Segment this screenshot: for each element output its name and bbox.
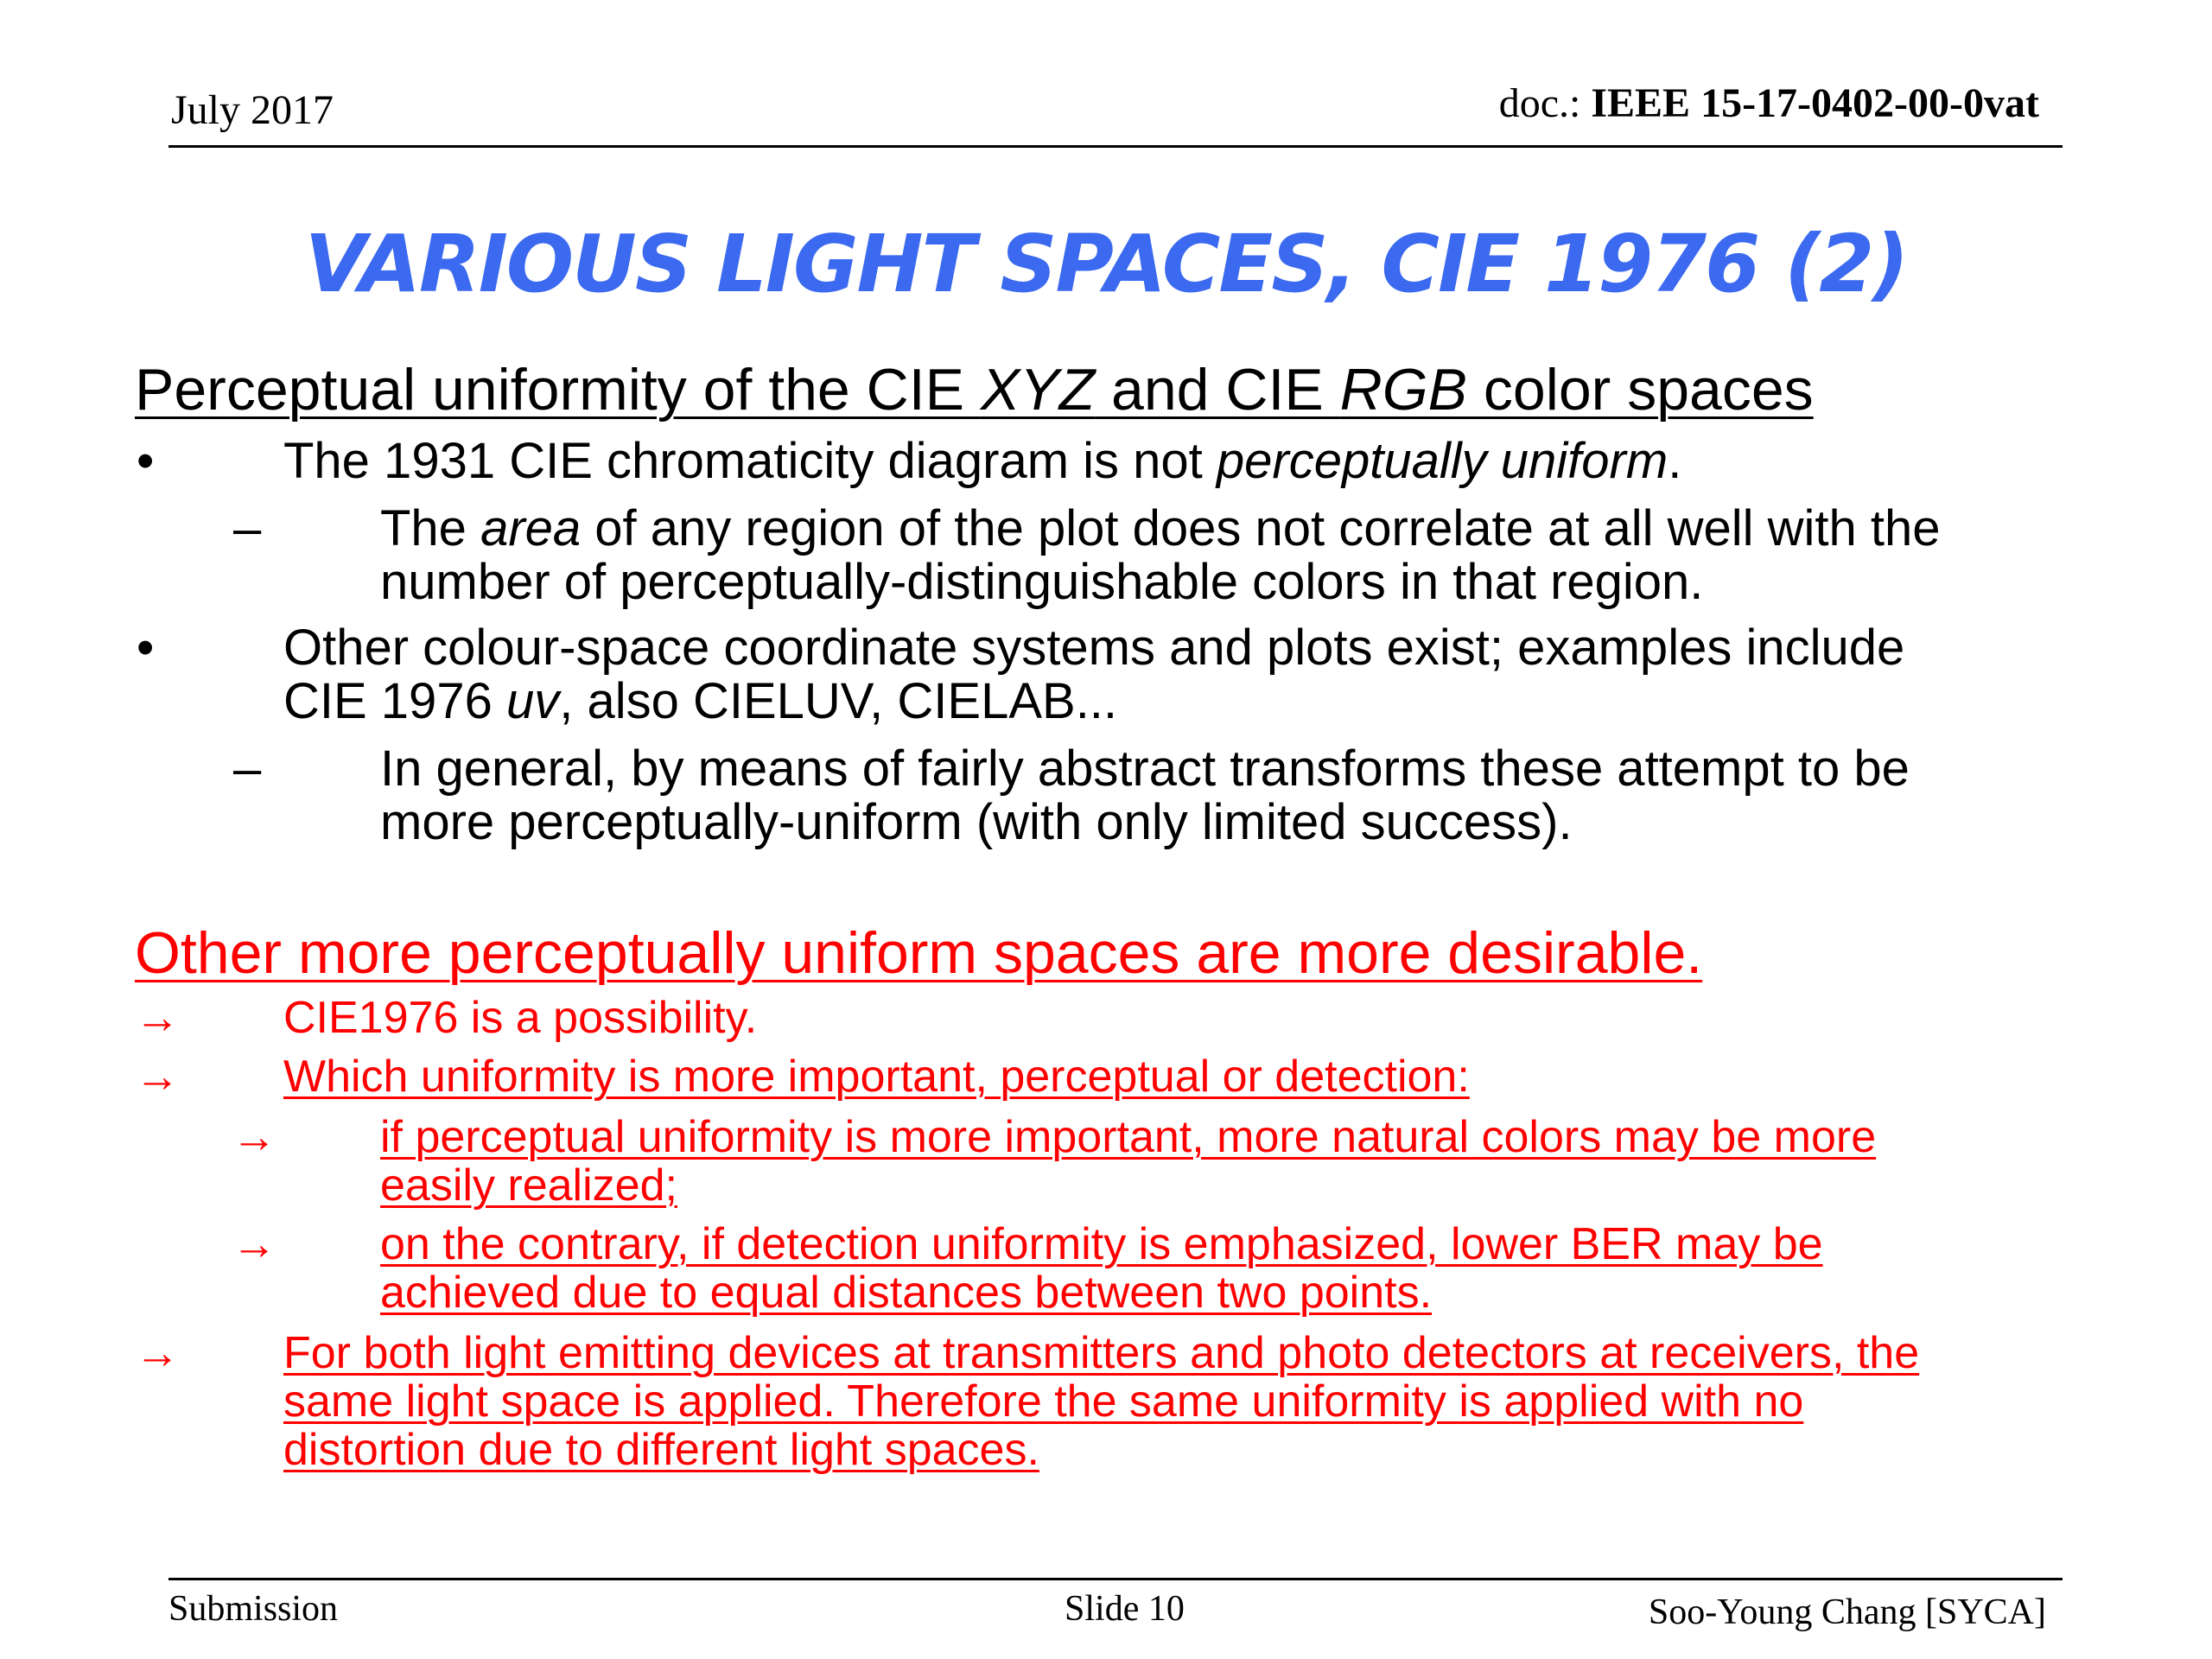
bullet1-text bbox=[283, 432, 1681, 490]
heading-text: and CIE bbox=[1095, 357, 1340, 423]
arrow3-line3: distortion due to different light spaces. bbox=[283, 1425, 1039, 1475]
slide-title: VARIOUS LIGHT SPACES, CIE 1976 (2) bbox=[304, 218, 1908, 310]
text-run: of any region of the plot does not correlate at all well with the bbox=[581, 500, 1941, 556]
arrow2-2-line1: on the contrary, if detection uniformity is emphasized, lower BER may be bbox=[380, 1219, 1823, 1269]
heading-text: color spaces bbox=[1467, 357, 1814, 423]
footer-author: Soo-Young Chang [SYCA] bbox=[1648, 1592, 2046, 1632]
header-doc-id bbox=[1499, 79, 2039, 127]
text-run-italic: uv bbox=[505, 673, 560, 729]
dash-icon: – bbox=[233, 500, 262, 556]
dash-icon: – bbox=[233, 741, 262, 797]
arrow1-text: CIE1976 is a possibility. bbox=[283, 993, 758, 1043]
text-run: , also CIELUV, CIELAB... bbox=[559, 673, 1118, 729]
text-run: CIE 1976 bbox=[283, 673, 506, 729]
header-doc-prefix: doc.: bbox=[1498, 80, 1592, 126]
arrow-right-icon: → bbox=[135, 1052, 180, 1102]
arrow2-2-line2: achieved due to equal distances between two points. bbox=[380, 1268, 1433, 1318]
bullet-icon: • bbox=[137, 433, 155, 489]
text-run: . bbox=[1668, 433, 1682, 489]
header-divider bbox=[168, 145, 2063, 148]
text-run-italic: perceptually uniform bbox=[1216, 433, 1669, 489]
arrow3-line1: For both light emitting devices at transmitters and photo detectors at receivers, the bbox=[283, 1328, 1920, 1378]
heading-text: Perceptual uniformity of the CIE bbox=[135, 357, 981, 423]
sub1-line1 bbox=[380, 499, 1941, 557]
arrow3-line2: same light space is applied. Therefore the same uniformity is applied with no bbox=[283, 1376, 1804, 1427]
section2-heading: Other more perceptually uniform spaces are more desirable. bbox=[135, 920, 1703, 986]
arrow-right-icon: → bbox=[135, 1328, 180, 1378]
arrow-right-icon: → bbox=[232, 1112, 276, 1162]
arrow2-1-line2: easily realized; bbox=[380, 1160, 677, 1211]
arrow2-text: Which uniformity is more important, perceptual or detection: bbox=[283, 1052, 1470, 1102]
text-run: The bbox=[380, 500, 481, 556]
footer-submission: Submission bbox=[168, 1589, 339, 1629]
section1-heading bbox=[135, 356, 1814, 423]
header-doc-number: IEEE 15-17-0402-00-0vat bbox=[1591, 80, 2039, 126]
sub1-line2: number of perceptually-distinguishable colors in that region. bbox=[380, 554, 1704, 610]
text-run-italic: area bbox=[480, 500, 582, 556]
footer-divider bbox=[168, 1578, 2063, 1580]
heading-xyz: XYZ bbox=[980, 357, 1096, 423]
arrow2-1-line1: if perceptual uniformity is more important, more natural colors may be more bbox=[380, 1112, 1877, 1162]
sub2-line2: more perceptually-uniform (with only limited success). bbox=[380, 794, 1573, 850]
bullet2-line1: Other colour-space coordinate systems and plots exist; examples include bbox=[283, 620, 1905, 676]
sub2-line1: In general, by means of fairly abstract transforms these attempt to be bbox=[380, 741, 1910, 797]
footer-slide-number: Slide 10 bbox=[1065, 1589, 1185, 1629]
bullet2-line2 bbox=[283, 672, 1117, 730]
arrow-right-icon: → bbox=[232, 1219, 276, 1269]
bullet-icon: • bbox=[137, 620, 155, 676]
header-date: July 2017 bbox=[171, 87, 334, 133]
heading-rgb: RGB bbox=[1339, 357, 1468, 423]
text-run: The 1931 CIE chromaticity diagram is not bbox=[283, 433, 1217, 489]
arrow-right-icon: → bbox=[135, 993, 180, 1043]
